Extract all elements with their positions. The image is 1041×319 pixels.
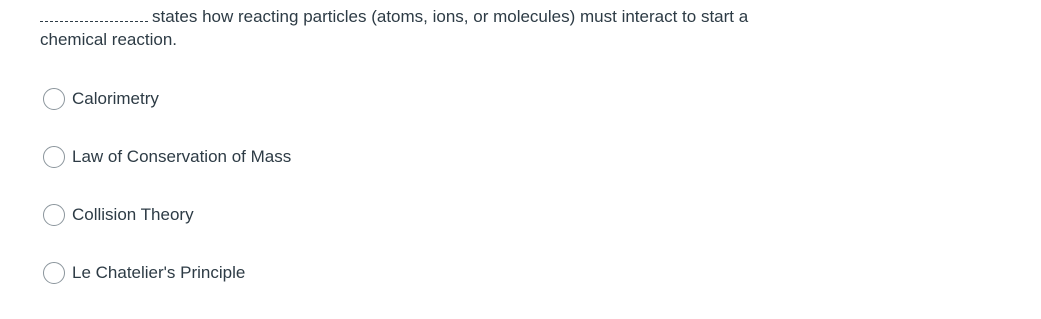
answer-blank [40, 7, 148, 22]
question-text [40, 5, 800, 51]
answer-label: Collision Theory [72, 205, 194, 224]
radio-button[interactable] [43, 146, 65, 168]
answer-label: Calorimetry [72, 89, 159, 108]
answer-label: Law of Conservation of Mass [72, 147, 292, 166]
answer-option-calorimetry[interactable] [43, 87, 291, 111]
answer-option-le-chateliers-principle[interactable] [43, 261, 291, 285]
answer-label: Le Chatelier's Principle [72, 263, 246, 282]
radio-button[interactable] [43, 262, 65, 284]
answer-list [43, 87, 291, 319]
answer-option-law-of-conservation-of-mass[interactable] [43, 145, 291, 169]
answer-option-collision-theory[interactable] [43, 203, 291, 227]
question-body: states how reacting particles (atoms, ions, or molecules) must interact to start a chemical reaction. [40, 7, 749, 49]
radio-button[interactable] [43, 204, 65, 226]
radio-button[interactable] [43, 88, 65, 110]
